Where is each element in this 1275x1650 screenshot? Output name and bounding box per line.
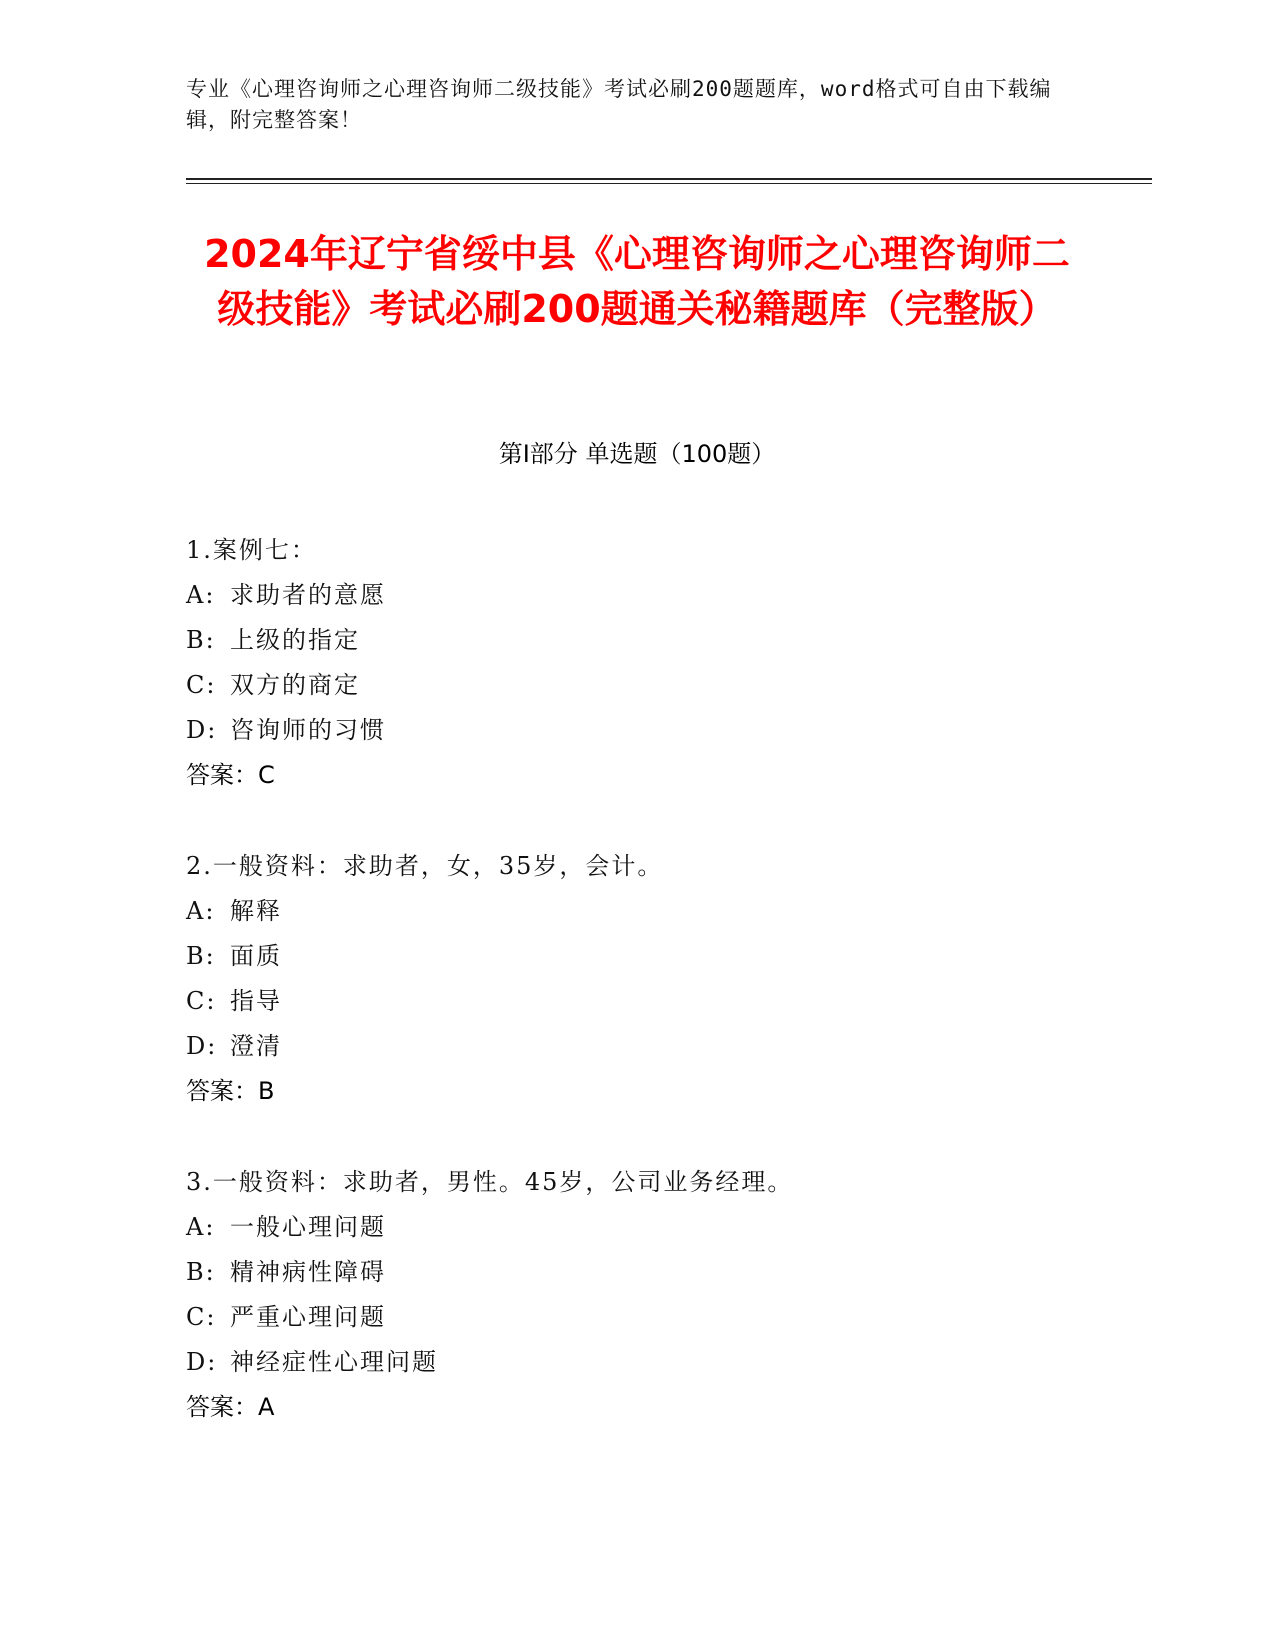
option-text: 一般心理问题	[230, 1213, 386, 1241]
question-stem: 2.一般资料：求助者，女，35岁，会计。	[186, 852, 664, 880]
option-text: 解释	[230, 897, 282, 925]
option-a	[186, 889, 1146, 934]
option-letter: A:	[186, 1213, 216, 1241]
option-text: 求助者的意愿	[230, 581, 386, 609]
option-a	[186, 573, 1146, 618]
option-a	[186, 1205, 1146, 1250]
option-text: 澄清	[230, 1032, 282, 1060]
header-divider-thick	[186, 178, 1152, 180]
option-letter: B:	[186, 626, 216, 654]
option-c	[186, 1295, 1146, 1340]
option-text: 严重心理问题	[230, 1303, 386, 1331]
question-2	[186, 844, 1146, 1114]
answer-line: 答案：C	[186, 761, 275, 789]
option-text: 上级的指定	[230, 626, 360, 654]
option-letter: C:	[186, 1303, 217, 1331]
document-title: 2024年辽宁省绥中县《心理咨询师之心理咨询师二级技能》考试必刷200题通关秘籍题库（完整版）	[204, 232, 1070, 331]
header-divider-thin	[186, 183, 1152, 184]
question-1	[186, 528, 1146, 798]
option-text: 双方的商定	[230, 671, 360, 699]
option-text: 面质	[230, 942, 282, 970]
option-d	[186, 1024, 1146, 1069]
option-c	[186, 663, 1146, 708]
option-d	[186, 708, 1146, 753]
question-3	[186, 1160, 1146, 1430]
option-letter: C:	[186, 987, 217, 1015]
option-text: 咨询师的习惯	[230, 716, 386, 744]
option-letter: D:	[186, 1032, 218, 1060]
option-letter: A:	[186, 581, 216, 609]
option-letter: B:	[186, 942, 216, 970]
option-b	[186, 934, 1146, 979]
question-stem: 1.案例七：	[186, 536, 317, 564]
option-b	[186, 618, 1146, 663]
question-stem: 3.一般资料：求助者，男性。45岁，公司业务经理。	[186, 1168, 794, 1196]
option-letter: A:	[186, 897, 216, 925]
answer-line: 答案：A	[186, 1393, 275, 1421]
option-letter: D:	[186, 716, 218, 744]
option-text: 神经症性心理问题	[230, 1348, 438, 1376]
section-heading: 第I部分 单选题（100题）	[498, 440, 776, 468]
answer-line: 答案：B	[186, 1077, 275, 1105]
question-list	[186, 528, 1146, 1476]
option-d	[186, 1340, 1146, 1385]
option-letter: C:	[186, 671, 217, 699]
header-note: 专业《心理咨询师之心理咨询师二级技能》考试必刷200题题库，word格式可自由下载编辑，附完整答案！	[186, 77, 1052, 132]
option-text: 指导	[230, 987, 282, 1015]
option-text: 精神病性障碍	[230, 1258, 386, 1286]
option-letter: B:	[186, 1258, 216, 1286]
option-b	[186, 1250, 1146, 1295]
option-letter: D:	[186, 1348, 218, 1376]
option-c	[186, 979, 1146, 1024]
